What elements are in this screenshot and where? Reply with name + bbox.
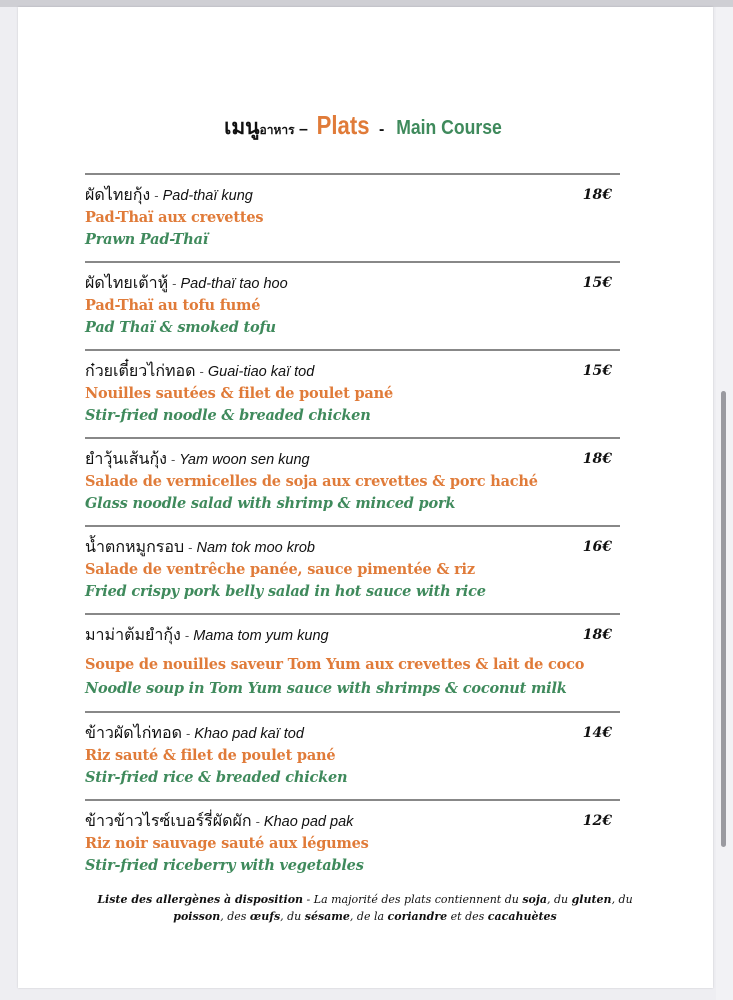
- dish-separator: -: [185, 726, 191, 741]
- allergen-soja: soja: [522, 893, 547, 906]
- dish-name: [85, 361, 620, 383]
- scrollbar-thumb[interactable]: [721, 391, 726, 847]
- dish-separator: -: [172, 276, 177, 291]
- dish-price: 18€: [582, 627, 612, 643]
- menu-item: [85, 349, 620, 437]
- dish-french: Nouilles sautées & filet de poulet pané: [85, 385, 393, 402]
- allergen-note: [85, 891, 645, 925]
- dish-french: Riz noir sauvage sauté aux légumes: [85, 835, 369, 852]
- allergen-text: La majorité des plats contiennent du: [313, 893, 523, 906]
- dish-thai: ยำวุ้นเส้นกุ้ง: [85, 451, 167, 468]
- allergen-text: , des: [220, 910, 250, 923]
- menu-item: [85, 173, 620, 261]
- dish-romanized: Guai-tiao kaï tod: [207, 364, 315, 380]
- allergen-text: et des: [447, 910, 488, 923]
- allergen-cacahuetes: cacahuètes: [487, 910, 557, 923]
- dish-romanized: Pad-thaï tao hoo: [180, 276, 288, 292]
- dish-name: [85, 273, 620, 295]
- dish-french: Salade de vermicelles de soja aux crevettes & porc haché: [85, 473, 538, 490]
- dish-separator: -: [199, 364, 204, 379]
- dish-price: 14€: [582, 725, 612, 741]
- allergen-text: , du: [611, 893, 633, 906]
- allergen-dash: -: [303, 893, 314, 906]
- dish-thai: ข้าวผัดไก่ทอด: [85, 725, 182, 742]
- dish-name: [85, 723, 620, 745]
- menu-item: [85, 437, 620, 525]
- dish-romanized: Khao pad kaï tod: [194, 726, 304, 742]
- menu-list: [85, 173, 620, 887]
- menu-item: [85, 613, 620, 711]
- dish-thai: ผัดไทยกุ้ง: [85, 187, 151, 204]
- dish-separator: -: [170, 452, 176, 467]
- page-title: [0, 110, 733, 144]
- dish-separator: -: [255, 814, 260, 829]
- dish-english: Glass noodle salad with shrimp & minced pork: [85, 495, 456, 512]
- dish-separator: -: [188, 540, 193, 555]
- dish-separator: -: [154, 188, 159, 203]
- title-dash: –: [299, 121, 308, 138]
- dish-thai: มาม่าต้มยำกุ้ง: [85, 627, 181, 644]
- dish-name: [85, 811, 620, 833]
- dish-english: Stir-fried riceberry with vegetables: [85, 857, 364, 874]
- allergen-text: , de la: [349, 910, 388, 923]
- allergen-text: , du: [280, 910, 305, 923]
- dish-romanized: Mama tom yum kung: [193, 628, 329, 644]
- dish-separator: -: [184, 628, 190, 643]
- dish-english: Fried crispy pork belly salad in hot sauce with rice: [85, 583, 486, 600]
- dish-english: Stir-fried rice & breaded chicken: [85, 769, 348, 786]
- dish-english: Pad Thaï & smoked tofu: [85, 319, 276, 336]
- dish-thai: ผัดไทยเต้าหู้: [85, 275, 169, 292]
- dish-romanized: Yam woon sen kung: [179, 452, 310, 468]
- dish-name: [85, 185, 620, 207]
- title-thai-menu: เมนู: [224, 116, 260, 139]
- dish-french: Riz sauté & filet de poulet pané: [85, 747, 336, 764]
- dish-french: Pad-Thaï aux crevettes: [85, 209, 264, 226]
- title-thai-food: อาหาร: [259, 123, 295, 137]
- dish-romanized: Khao pad pak: [263, 814, 354, 830]
- dish-thai: ข้าวข้าวไรซ์เบอร์รี่ผัดผัก: [85, 813, 252, 830]
- dish-romanized: Nam tok moo krob: [196, 540, 315, 556]
- dish-price: 16€: [582, 539, 612, 555]
- dish-name: [85, 537, 620, 559]
- dish-french: Pad-Thaï au tofu fumé: [85, 297, 261, 314]
- allergen-sesame: sésame: [304, 910, 350, 923]
- dish-name: [85, 625, 620, 647]
- allergen-text: , du: [546, 893, 572, 906]
- dish-french: Soupe de nouilles saveur Tom Yum aux crevettes & lait de coco: [85, 656, 585, 673]
- dish-english: Stir-fried noodle & breaded chicken: [85, 407, 371, 424]
- viewer-top-band: [0, 0, 733, 7]
- dish-english: Noodle soup in Tom Yum sauce with shrimps & coconut milk: [85, 680, 567, 697]
- dish-name: [85, 449, 620, 471]
- dish-romanized: Pad-thaï kung: [162, 188, 253, 204]
- dish-thai: น้ำตกหมูกรอบ: [85, 539, 185, 556]
- title-english: Main Course: [395, 117, 502, 139]
- dish-price: 15€: [582, 275, 612, 291]
- allergen-gluten: gluten: [571, 893, 612, 906]
- dish-price: 18€: [582, 451, 612, 467]
- dish-thai: ก๋วยเตี๋ยวไก่ทอด: [85, 363, 196, 380]
- dish-price: 18€: [582, 187, 612, 203]
- dish-price: 15€: [582, 363, 612, 379]
- allergen-lead: Liste des allergènes à disposition: [97, 893, 304, 906]
- title-dash: -: [379, 121, 385, 138]
- menu-item: [85, 261, 620, 349]
- menu-item: [85, 711, 620, 799]
- dish-french: Salade de ventrêche panée, sauce pimentée & riz: [85, 561, 475, 578]
- allergen-poisson: poisson: [173, 910, 221, 923]
- title-french: Plats: [317, 110, 370, 140]
- menu-item: [85, 525, 620, 613]
- dish-english: Prawn Pad-Thaï: [85, 231, 209, 248]
- menu-item: [85, 799, 620, 887]
- allergen-oeufs: œufs: [249, 910, 281, 923]
- dish-price: 12€: [582, 813, 612, 829]
- allergen-coriandre: coriandre: [387, 910, 448, 923]
